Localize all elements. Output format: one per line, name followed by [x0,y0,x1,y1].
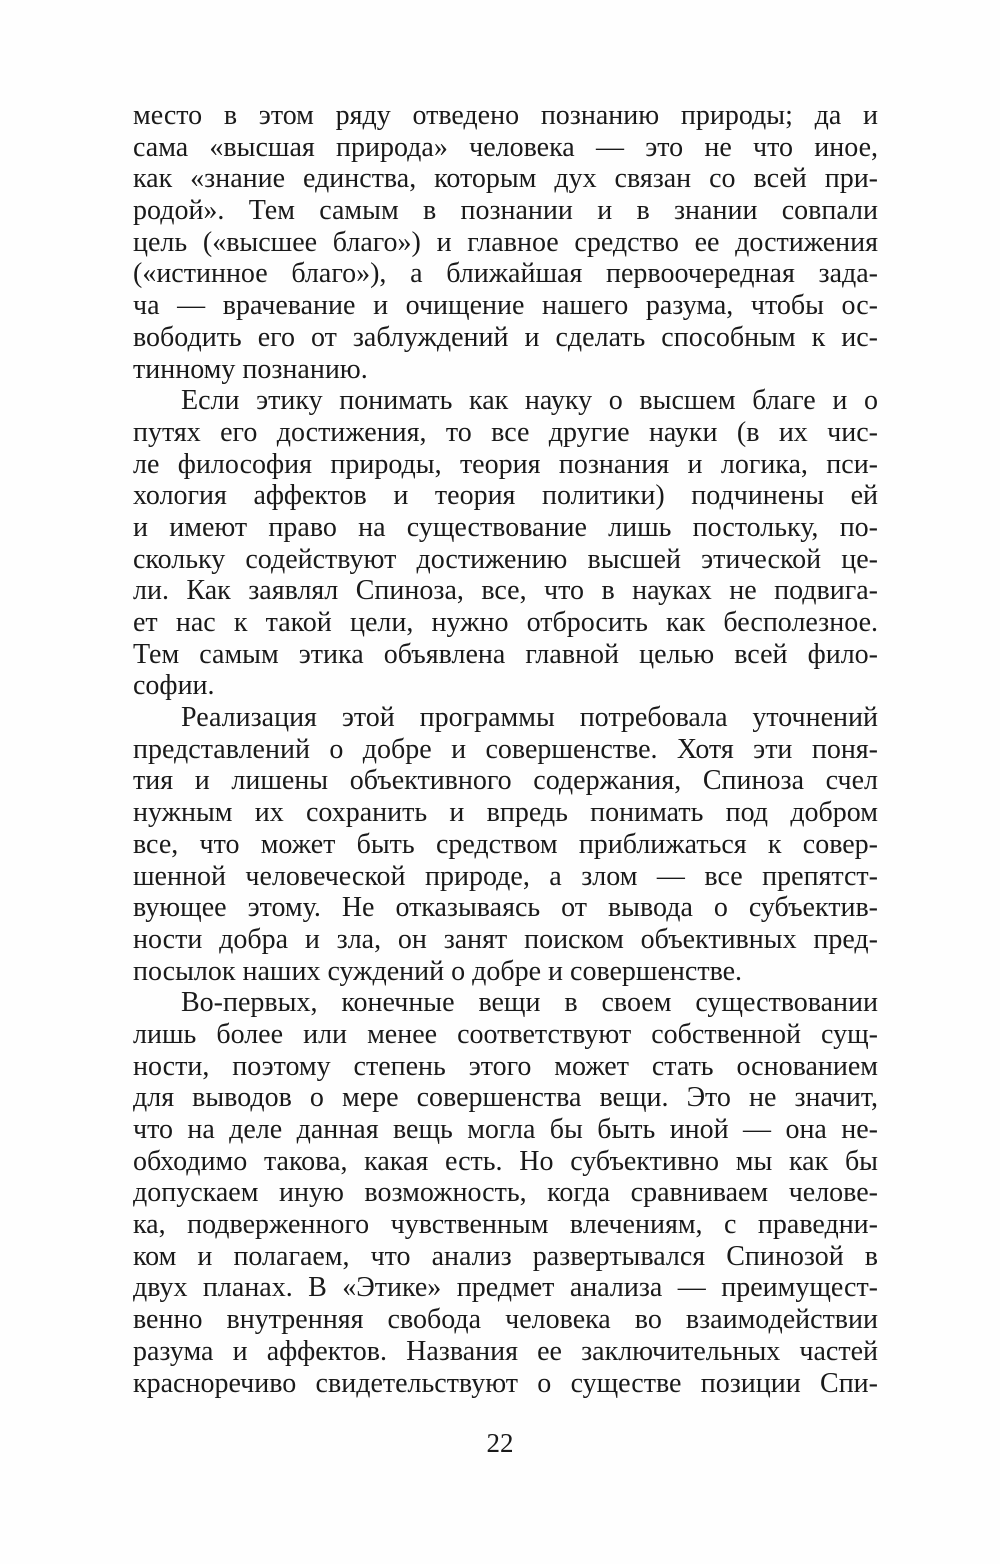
text-line: вободить его от заблуждений и сделать способным к ис- [133,321,878,353]
text-line: венно внутренняя свобода человека во взаимодействии [133,1304,878,1336]
paragraph [133,100,878,385]
page-number: 22 [486,1428,514,1458]
text-line: путях его достижения, то все другие науки (в их чис- [133,416,878,448]
text-line: красноречиво свидетельствуют о существе позиции Спи- [133,1367,878,1399]
text-line: для выводов о мере совершенства вещи. Это не значит, [133,1082,878,1114]
text-line: двух планах. В «Этике» предмет анализа — преимущест- [133,1272,878,1304]
text-line: хология аффектов и теория политики) подчинены ей [133,480,878,512]
text-line: что на деле данная вещь могла бы быть иной — она не- [133,1114,878,1145]
text-line: лишь более или менее соответствуют собственной сущ- [133,1018,878,1050]
text-line: все, что может быть средством приближаться к совер- [133,828,878,860]
text-line: ет нас к такой цели, нужно отбросить как бесполезное. [133,607,878,638]
text-line: Реализация этой программы потребовала уточнений [181,702,878,734]
text-line: шенной человеческой природе, а злом — все препятст- [133,860,878,892]
text-line: («истинное благо»), а ближайшая первоочередная зада- [133,258,878,290]
text-line: софии. [133,670,215,702]
paragraph [133,987,878,1399]
text-line: нужным их сохранить и впредь понимать под добром [133,797,878,829]
text-line: ле философия природы, теория познания и логика, пси- [133,448,878,480]
text-line: ности, поэтому степень этого может стать основанием [133,1050,878,1082]
text-line: ча — врачевание и очищение нашего разума, чтобы ос- [133,290,878,322]
text-line: ком и полагаем, что анализ развертывался Спинозой в [133,1240,878,1272]
text-line: тинному познанию. [133,353,368,385]
text-line: цель («высшее благо») и главное средство ее достижения [133,226,878,258]
paragraph [133,385,878,702]
text-line: как «знание единства, которым дух связан со всей при- [133,163,878,195]
text-line: вующее этому. Не отказываясь от вывода о субъектив- [133,892,878,924]
text-line: тия и лишены объективного содержания, Спиноза счел [133,765,878,797]
text-line: сама «высшая природа» человека — это не что иное, [133,131,878,163]
text-line: посылок наших суждений о добре и совершенстве. [133,955,743,987]
text-line: обходимо такова, какая есть. Но субъективно мы как бы [133,1145,878,1177]
text-line: ности добра и зла, он занят поиском объективных пред- [133,923,878,955]
text-line: и имеют право на существование лишь постольку, по- [133,511,878,543]
text-line: допускаем иную возможность, когда сравниваем челове- [133,1177,878,1209]
body-text [133,100,878,1399]
text-line: Тем самым этика объявлена главной целью всей фило- [133,638,878,670]
text-line: Если этику понимать как науку о высшем благе и о [181,385,878,417]
text-line: представлений о добре и совершенстве. Хотя эти поня- [133,733,878,765]
text-line: ли. Как заявлял Спиноза, все, что в науках не подвига- [133,575,878,607]
text-line: родой». Тем самым в познании и в знании совпали [133,195,878,227]
paragraph [133,702,878,987]
text-line: Во-первых, конечные вещи в своем существовании [181,987,878,1019]
text-line: скольку содействуют достижению высшей этической це- [133,543,878,575]
text-line: место в этом ряду отведено познанию природы; да и [133,100,878,131]
text-line: разума и аффектов. Названия ее заключительных частей [133,1335,878,1367]
text-line: ка, подверженного чувственным влечениям, с праведни- [133,1209,878,1241]
